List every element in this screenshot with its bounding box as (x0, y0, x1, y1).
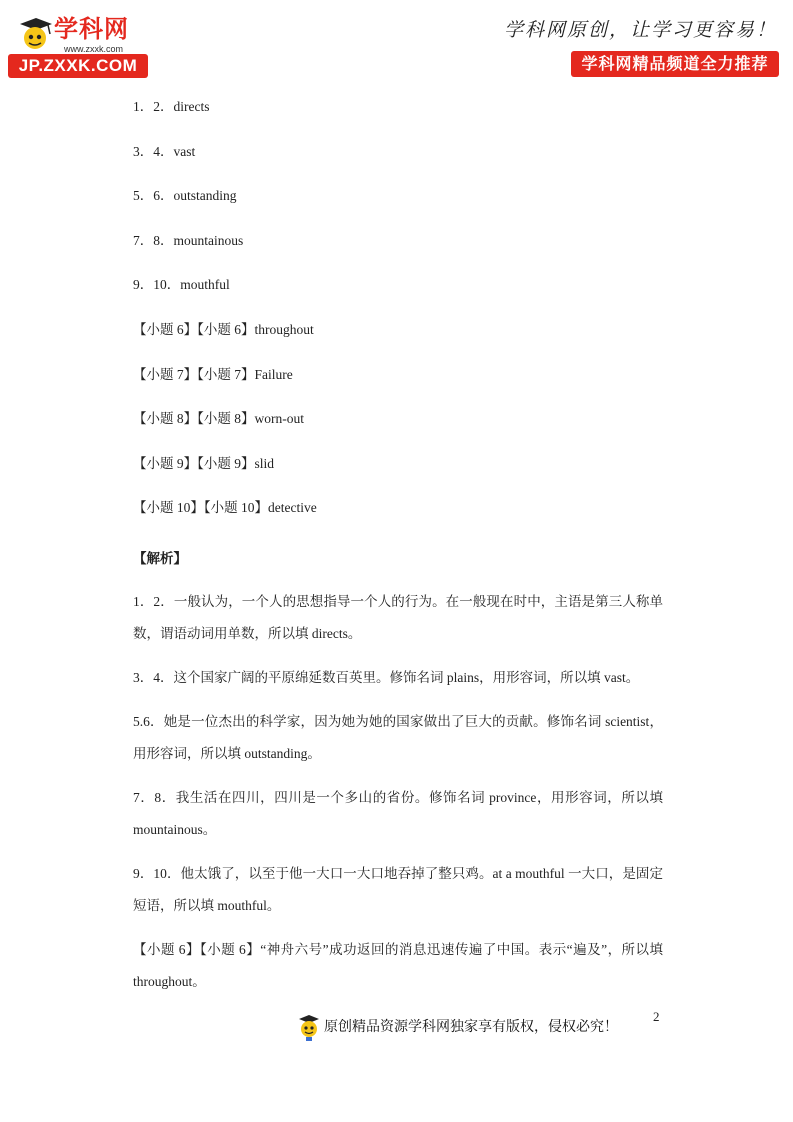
answer-item: 3．4．vast (133, 143, 196, 159)
logo-name: 学科网 (54, 15, 129, 43)
answer-list (133, 96, 663, 542)
analysis-paragraph: 5.6．她是一位杰出的科学家，因为她为她的国家做出了巨大的贡献。修饰名词 scientist，用形容词，所以填 outstanding。 (133, 713, 663, 761)
answer-item: 1．2．directs (133, 99, 210, 114)
copyright-notice: 原创精品资源学科网独家享有版权，侵权必究！ (324, 1019, 618, 1035)
site-badge[interactable]: JP.ZXXK.COM (8, 54, 148, 78)
mascot-icon (14, 14, 54, 54)
page-footer (296, 1012, 626, 1044)
analysis-paragraph: 3．4．这个国家广阔的平原绵延数百英里。修饰名词 plains，用形容词，所以填 vast。 (133, 669, 640, 685)
analysis-paragraph: 【小题 6】【小题 6】“神舟六号”成功返回的消息迅速传遍了中国。表示“遍及”，所以填 throughout。 (133, 941, 663, 989)
answer-item: 5．6．outstanding (133, 188, 237, 204)
analysis-paragraph: 9．10．他太饿了，以至于他一大口一大口地吞掉了整只鸡。at a mouthful 一大口，是固定短语，所以填 mouthful。 (133, 865, 663, 913)
answer-item: 【小题 6】【小题 6】throughout (133, 321, 314, 337)
page-header (0, 0, 793, 90)
mascot-icon (296, 1012, 322, 1042)
analysis-paragraph: 7．8．我生活在四川，四川是一个多山的省份。修饰名词 province，用形容词，所以填 mountainous。 (133, 789, 663, 837)
answer-item: 【小题 7】【小题 7】Failure (133, 366, 293, 382)
answer-item: 【小题 8】【小题 8】worn-out (133, 411, 304, 427)
answer-item: 【小题 10】【小题 10】detective (133, 500, 317, 516)
channel-badge[interactable]: 学科网精品频道全力推荐 (571, 51, 779, 77)
slogan: 学科网原创，让学习更容易！ (503, 19, 777, 41)
answer-item: 【小题 9】【小题 9】slid (133, 455, 275, 471)
logo-domain: www.zxxk.com (64, 44, 124, 54)
analysis-section (133, 586, 663, 998)
analysis-heading: 【解析】 (133, 550, 187, 567)
answer-item: 9．10．mouthful (133, 277, 230, 293)
document-body (133, 96, 663, 1010)
page-number: 2 (653, 1009, 660, 1024)
analysis-paragraph: 1．2．一般认为，一个人的思想指导一个人的行为。在一般现在时中，主语是第三人称单数，谓语动词用单数，所以填 directs。 (133, 593, 663, 641)
answer-item: 7．8．mountainous (133, 232, 244, 248)
